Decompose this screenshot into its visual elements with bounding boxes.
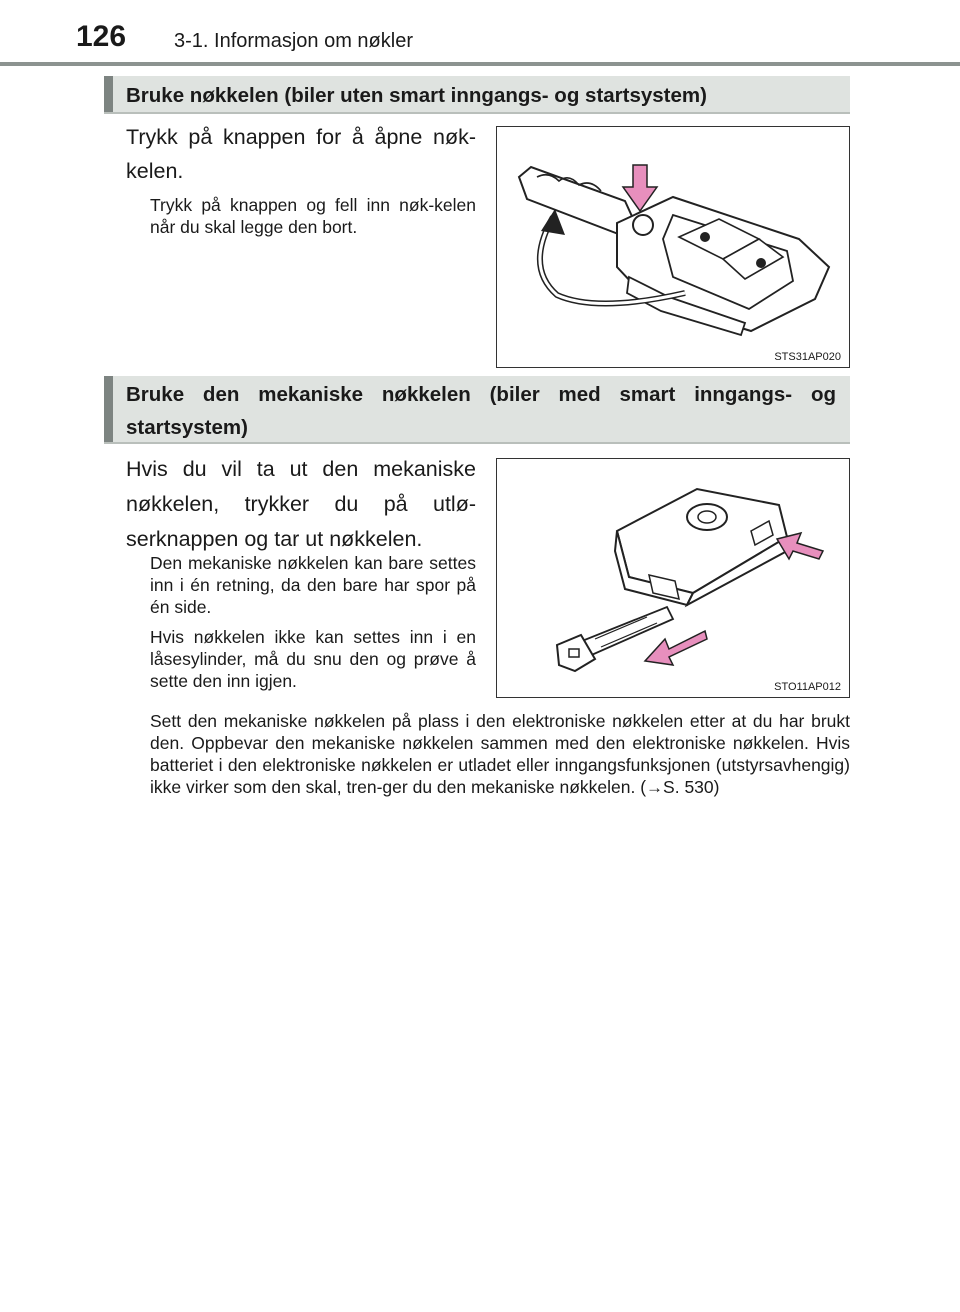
- instruction-text: Hvis du vil ta ut den mekaniske nøkkelen, trykker du på utlø-serknappen og tar ut nøkkelen.: [126, 457, 476, 551]
- note-body: Sett den mekaniske nøkkelen på plass i den elektroniske nøkkelen etter at du har brukt den. Oppbevar den mekaniske nøkkelen sammen med den elektroniske nøkkelen. Hvis batteriet i den elektroniske nøkkelen er utladet eller inngangsfunksjonen (utstyrsavhengig) ikke virker som den skal, tren-ger du den mekaniske nøkkelen. (: [150, 711, 850, 797]
- folding-key-illustration: [496, 126, 850, 368]
- instruction-text: Trykk på knappen for å åpne nøk-kelen.: [126, 125, 476, 183]
- smart-key-illustration: [496, 458, 850, 698]
- page-reference: S. 530): [663, 777, 720, 797]
- page-number: 126: [76, 20, 127, 53]
- note-text: [150, 710, 850, 799]
- section-accent: [104, 376, 113, 442]
- arrow-icon: →: [646, 778, 664, 797]
- header-rule: [0, 62, 960, 66]
- note-text: Trykk på knappen og fell inn nøk-kelen når du skal legge den bort.: [150, 195, 476, 237]
- folding-key-drawing: [497, 127, 849, 367]
- section-title: Bruke den mekaniske nøkkelen (biler med smart inngangs- og startsystem): [126, 383, 836, 439]
- chapter-title: 3-1. Informasjon om nøkler: [174, 30, 413, 52]
- section-accent: [104, 76, 113, 112]
- note-text: Hvis nøkkelen ikke kan settes inn i en låsesylinder, må du snu den og prøve å sette den inn igjen.: [150, 627, 476, 691]
- note-text: Den mekaniske nøkkelen kan bare settes inn i én retning, da den bare har spor på én side.: [150, 553, 476, 617]
- section-title: Bruke nøkkelen (biler uten smart inngangs- og startsystem): [126, 84, 707, 107]
- section-heading-2: [104, 376, 850, 444]
- section-heading-1: [104, 76, 850, 114]
- figure-code: STS31AP020: [774, 351, 841, 363]
- smart-key-drawing: [497, 459, 849, 697]
- figure-code: STO11AP012: [774, 681, 841, 693]
